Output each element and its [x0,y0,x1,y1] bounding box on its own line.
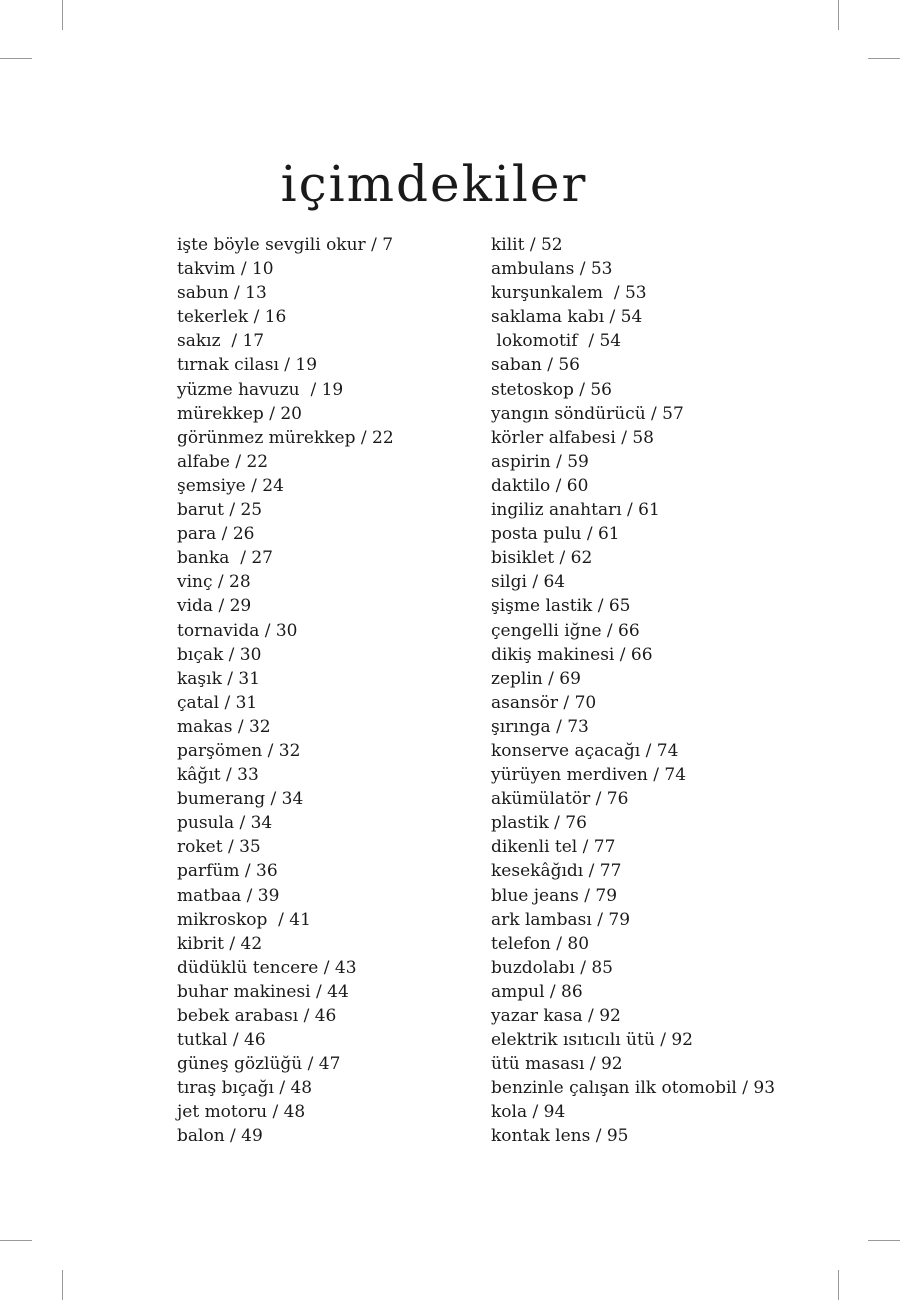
toc-entry: parşömen / 32 [177,740,301,761]
toc-entry: banka / 27 [177,548,273,569]
toc-entry: düdüklü tencere / 43 [177,957,357,978]
toc-entry: aspirin / 59 [491,451,589,472]
toc-entry: yangın söndürücü / 57 [491,403,684,424]
toc-entry: çatal / 31 [177,692,258,713]
crop-mark-right-bottom [868,1240,900,1241]
toc-entry: ampul / 86 [491,981,583,1002]
crop-mark-top-left [62,0,63,30]
toc-entry: saklama kabı / 54 [491,307,643,328]
toc-entry: balon / 49 [177,1126,263,1147]
toc-entry: vida / 29 [177,596,252,617]
toc-entry: sakız / 17 [177,331,265,352]
toc-entry: saban / 56 [491,355,580,376]
toc-entry: ark lambası / 79 [491,909,631,930]
toc-entry: kibrit / 42 [177,933,263,954]
toc-entry: akümülatör / 76 [491,789,629,810]
toc-entry: mikroskop / 41 [177,909,311,930]
crop-mark-right-top [868,58,900,59]
toc-entry: roket / 35 [177,837,261,858]
toc-entry: görünmez mürekkep / 22 [177,427,394,448]
toc-entry: kontak lens / 95 [491,1126,629,1147]
toc-entry: buhar makinesi / 44 [177,981,349,1002]
toc-entry: ingiliz anahtarı / 61 [491,500,660,521]
crop-mark-left-bottom [0,1240,32,1241]
toc-entry: şırınga / 73 [491,716,589,737]
toc-entry: tekerlek / 16 [177,307,287,328]
toc-entry: körler alfabesi / 58 [491,427,654,448]
toc-entry: tırnak cilası / 19 [177,355,318,376]
toc-entry: asansör / 70 [491,692,597,713]
toc-right-column [491,233,831,1149]
toc-entry: silgi / 64 [491,572,566,593]
toc-entry: jet motoru / 48 [177,1102,306,1123]
toc-entry: kâğıt / 33 [177,765,259,786]
toc-entry: daktilo / 60 [491,475,589,496]
toc-entry: dikiş makinesi / 66 [491,644,653,665]
toc-entry: bıçak / 30 [177,644,262,665]
toc-entry: kurşunkalem / 53 [491,283,647,304]
crop-mark-bottom-right [838,1270,839,1300]
toc-entry: makas / 32 [177,716,271,737]
crop-mark-left-top [0,58,32,59]
toc-entry: yüzme havuzu / 19 [177,379,344,400]
toc-entry: elektrik ısıtıcılı ütü / 92 [491,1030,693,1051]
toc-entry: konserve açacağı / 74 [491,740,679,761]
toc-entry: bebek arabası / 46 [177,1006,337,1026]
toc-entry: tıraş bıçağı / 48 [177,1078,313,1099]
toc-entry: sabun / 13 [177,283,267,304]
toc-entry: pusula / 34 [177,813,273,834]
toc-entry: posta pulu / 61 [491,524,620,545]
toc-entry: kilit / 52 [491,235,563,255]
toc-entry: tutkal / 46 [177,1030,266,1051]
toc-entry: güneş gözlüğü / 47 [177,1054,341,1075]
toc-entry: bisiklet / 62 [491,548,593,569]
toc-entry: kesekâğıdı / 77 [491,861,622,882]
toc-entry: dikenli tel / 77 [491,837,616,858]
crop-mark-top-right [838,0,839,30]
toc-entry: parfüm / 36 [177,861,278,882]
toc-entry: tornavida / 30 [177,620,298,641]
toc-entry: lokomotif / 54 [491,331,622,352]
toc-entry: alfabe / 22 [177,451,269,472]
toc-entry: benzinle çalışan ilk otomobil / 93 [491,1078,776,1099]
toc-entry: stetoskop / 56 [491,379,612,400]
toc-entry: çengelli iğne / 66 [491,620,640,641]
toc-entry: mürekkep / 20 [177,403,302,424]
toc-entry: ütü masası / 92 [491,1054,623,1075]
toc-entry: işte böyle sevgili okur / 7 [177,235,394,255]
toc-entry: ambulans / 53 [491,259,613,280]
toc-entry: bumerang / 34 [177,789,304,810]
toc-entry: yürüyen merdiven / 74 [491,765,687,786]
toc-entry: matbaa / 39 [177,885,280,906]
toc-entry: zeplin / 69 [491,668,581,689]
toc-entry: kaşık / 31 [177,668,261,689]
toc-entry: şişme lastik / 65 [491,596,631,617]
toc-entry: vinç / 28 [177,572,251,593]
toc-entry: blue jeans / 79 [491,885,618,906]
toc-entry: takvim / 10 [177,259,274,280]
toc-entry: barut / 25 [177,500,263,521]
toc-entry: şemsiye / 24 [177,475,284,496]
toc-left-column [177,233,477,1149]
toc-entry: plastik / 76 [491,813,587,834]
toc-entry: para / 26 [177,524,255,545]
page-title: içimdekiler [280,155,588,213]
toc-entry: yazar kasa / 92 [491,1006,621,1026]
toc-entry: buzdolabı / 85 [491,957,613,978]
crop-mark-bottom-left [62,1270,63,1300]
toc-entry: kola / 94 [491,1102,566,1123]
toc-entry: telefon / 80 [491,933,590,954]
